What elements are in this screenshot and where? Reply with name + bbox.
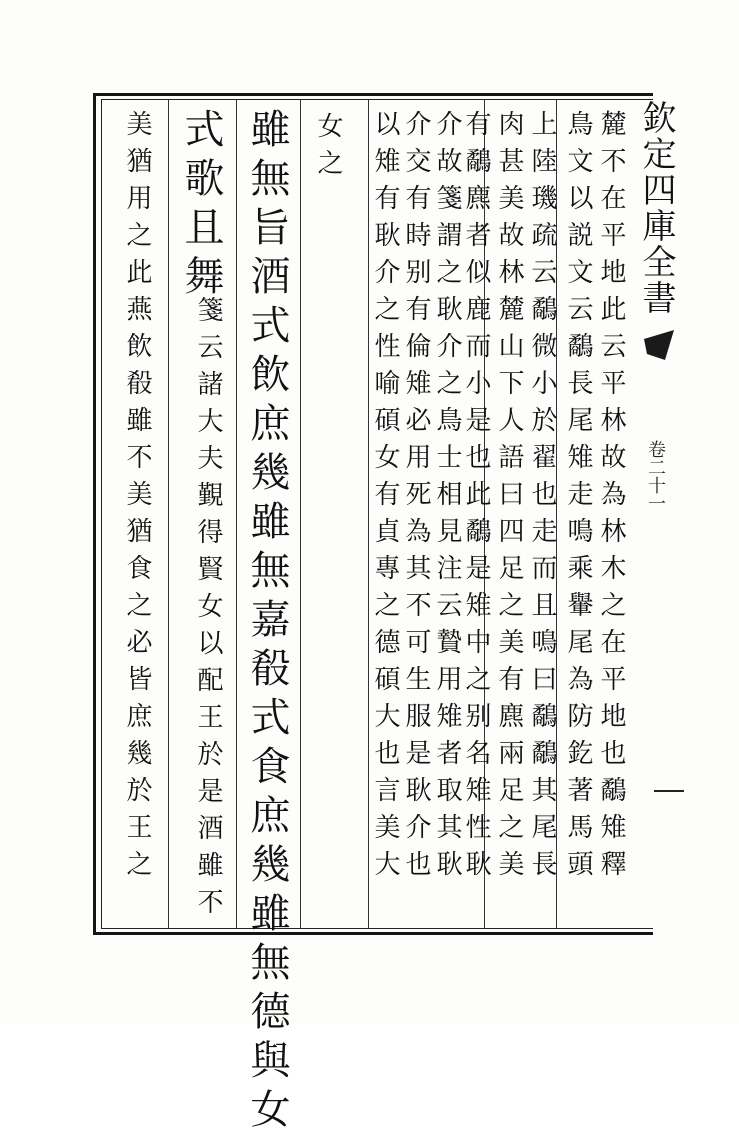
book-title: 欽定四庫全書 (636, 100, 676, 316)
volume-label: 卷二十一 (645, 440, 666, 512)
column-rule (236, 99, 237, 929)
text-column: 上陸璣疏云鷸微小於翟也走而且鳴曰鷸鷸其尾長 (527, 110, 557, 887)
text-column: 介故箋謂之耿介之鳥士相見注云贄用雉者取其耿 (432, 110, 462, 887)
text-column-main: 式歌且舞 (178, 108, 224, 304)
text-column: 女之 (313, 112, 343, 186)
text-column: 箋云諸大夫覲得賢女以配王於是酒雖不 (193, 296, 223, 925)
text-column: 有鷸麃者似鹿而小是也此鷸是雉中之别名雉性耿 (461, 110, 491, 887)
text-column: 以雉有耿介之性喻碩女有貞專之德碩大也言美大 (370, 110, 400, 887)
margin-rule (654, 790, 684, 792)
text-column: 肉甚美故林麓山下人語曰四足之美有麃兩足之美 (494, 110, 524, 887)
text-column: 鳥文以説文云鷸長尾雉走鳴乘轝尾為防釳著馬頭 (563, 110, 593, 887)
column-rule (300, 99, 301, 929)
column-rule (168, 99, 169, 929)
text-column: 麓不在平地此云平林故為林木之在平地也鷸雉釋 (596, 110, 626, 887)
text-column: 美猶用之此燕飲殽雖不美猶食之必皆庶幾於王之 (122, 110, 152, 887)
text-column: 介交有時别有倫雉必用死為其不可生服是耿介也 (401, 110, 431, 887)
text-column-main: 雖無旨酒式飲庶幾雖無嘉殽式食庶幾雖無德與女 (244, 108, 290, 1137)
